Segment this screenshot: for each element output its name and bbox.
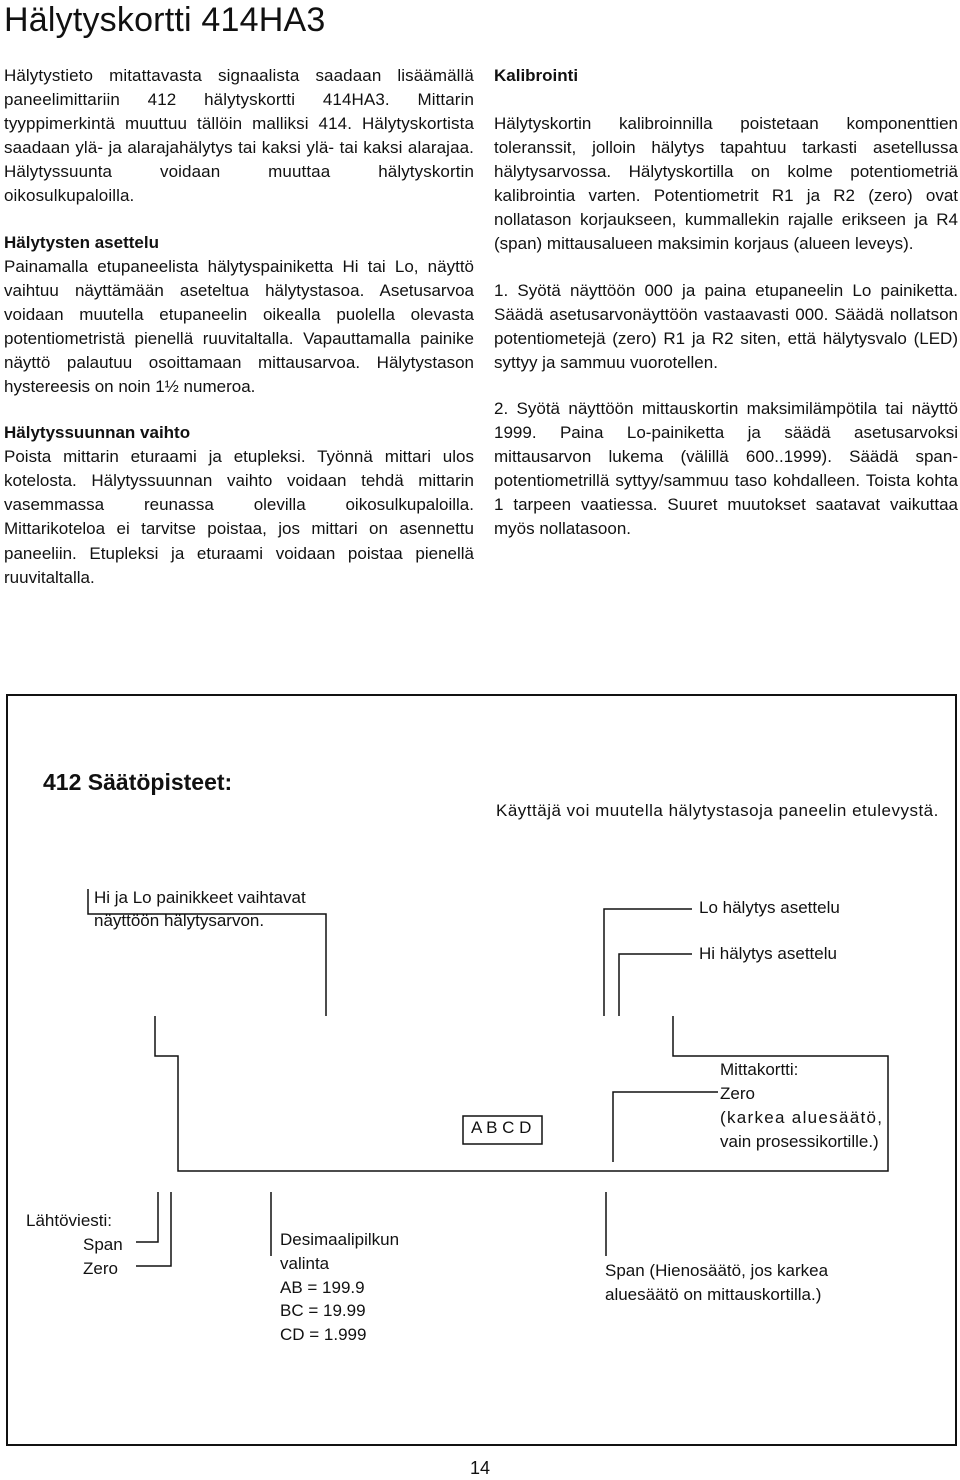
output-signal-line2: Span xyxy=(83,1235,123,1254)
calibration-step-2: 2. Syötä näyttöön mittauskortin maksimilämpötila tai näyttö 1999. Paina Lo-painiketta ja säädä asetusarvoksi mittausarvon lukema (välillä 600..1999). Säädä span-potentiometrillä syttyy/sammuu taso kohdalleen. Toista kohta 1 tarpeen vaatiessa. Suuret muutokset saatavat vaikuttaa myös nollatasoon. xyxy=(494,398,958,539)
lo-alarm-label: Lo hälytys asettelu xyxy=(699,898,840,917)
alarm-setting-paragraph: Painamalla etupaneelista hälytyspainiketta Hi tai Lo, näyttö vaihtuu näyttämään aseteltua hälytystasoa. Asetusarvoa voidaan muutella etupaneelin oikealla puolella olevasta potentiometristä pienellä ruuvitaltalla. Vapauttamalla painike näyttö palautuu osoittamaan mittausarvoa. Hälytystason hystereesis on noin 1½ numeroa. xyxy=(4,256,474,397)
decimal-line4: BC = 19.99 xyxy=(280,1301,366,1320)
hi-lo-note-line2: näyttöön hälytysarvon. xyxy=(94,911,265,930)
page-number: 14 xyxy=(469,1458,491,1478)
hi-leader xyxy=(619,954,692,1016)
section-heading-alarm-setting: Hälytysten asettelu xyxy=(4,232,159,252)
hi-lo-note-line1: Hi ja Lo painikkeet vaihtavat xyxy=(94,888,306,907)
calibration-step-1: 1. Syötä näyttöön 000 ja paina etupaneelin Lo painiketta. Säädä asetusarvonäyttöön vastaavasti 000. Säädä nollatson potentiometejä (zero) R1 ja R2 siten, että hälytysvalo (LED) syttyy ja sammuu vuorotellen. xyxy=(494,280,958,372)
zero-output-leader xyxy=(136,1192,171,1266)
right-column xyxy=(494,64,958,542)
section-heading-alarm-direction: Hälytyssuunnan vaihto xyxy=(4,423,191,443)
decimal-line3: AB = 199.9 xyxy=(280,1278,365,1297)
mittakortti-line1: Mittakortti: xyxy=(720,1060,799,1079)
lo-leader xyxy=(604,909,692,1016)
mittakortti-line3: (karkea aluesäätö, xyxy=(720,1108,884,1127)
calibration-intro-paragraph: Hälytyskortin kalibroinnilla poistetaan komponenttien toleranssit, jolloin hälytys tapahtuu tarkasti asetellussa hälytysarvossa. Hälytyskortilla on kolme potentiometriä kalibrointia varten. Potentiometrit R1 ja R2 (zero) ovat nollatason korjaukseen, kummallekin rajalle erikseen ja R4 (span) mittausalueen maksimin korjaus (alueen leveys). xyxy=(494,114,958,254)
hi-alarm-label: Hi hälytys asettelu xyxy=(699,944,837,963)
span-fine-line2: aluesäätö on mittauskortilla.) xyxy=(605,1285,822,1304)
mittakortti-line2: Zero xyxy=(720,1084,755,1103)
left-column xyxy=(4,64,474,590)
span-fine-line1: Span (Hienosäätö, jos karkea xyxy=(605,1261,829,1280)
intro-paragraph: Hälytystieto mitattavasta signaalista saadaan lisäämällä paneelimittariin 412 hälytyskortti 414HA3. Mittarin tyyppimerkintä muuttuu tällöin malliksi 414. Hälytyskortista saadaan ylä- ja alarajahälytys tai kaksi ylä- tai kaksi alarajaa. Hälytyssuunta voidaan muuttaa hälytyskortin oikosulkupaloilla. xyxy=(4,66,474,206)
output-signal-line3: Zero xyxy=(83,1259,118,1278)
decimal-line5: CD = 1.999 xyxy=(280,1325,367,1344)
output-signal-line1: Lähtöviesti: xyxy=(26,1211,112,1230)
adjustment-diagram xyxy=(6,694,957,1446)
decimal-line2: valinta xyxy=(280,1254,330,1273)
zero-leader xyxy=(613,1092,718,1162)
mittakortti-line4: vain prosessikortille.) xyxy=(720,1132,879,1151)
section-heading-calibration: Kalibrointi xyxy=(494,66,579,85)
page-title: Hälytyskortti 414HA3 xyxy=(4,1,326,39)
decimal-line1: Desimaalipilkun xyxy=(280,1230,400,1249)
alarm-direction-paragraph: Poista mittarin eturaami ja etupleksi. Työnnä mittari ulos kotelosta. Hälytyssuunnan vaihto voidaan tehdä mittarin vasemmassa reunassa olevilla oikosulkupaloilla. Mittarikoteloa ei tarvitse poistaa, jos mittari on asennettu paneeliin. Etupleksi ja eturaami voidaan poistaa pienellä ruuvitaltalla. xyxy=(4,447,474,587)
diagram-heading: 412 Säätöpisteet: xyxy=(43,769,233,795)
abcd-label: A B C D xyxy=(471,1118,532,1137)
span-output-leader xyxy=(136,1192,158,1242)
user-note: Käyttäjä voi muutella hälytystasoja paneelin etulevystä. xyxy=(496,801,939,820)
